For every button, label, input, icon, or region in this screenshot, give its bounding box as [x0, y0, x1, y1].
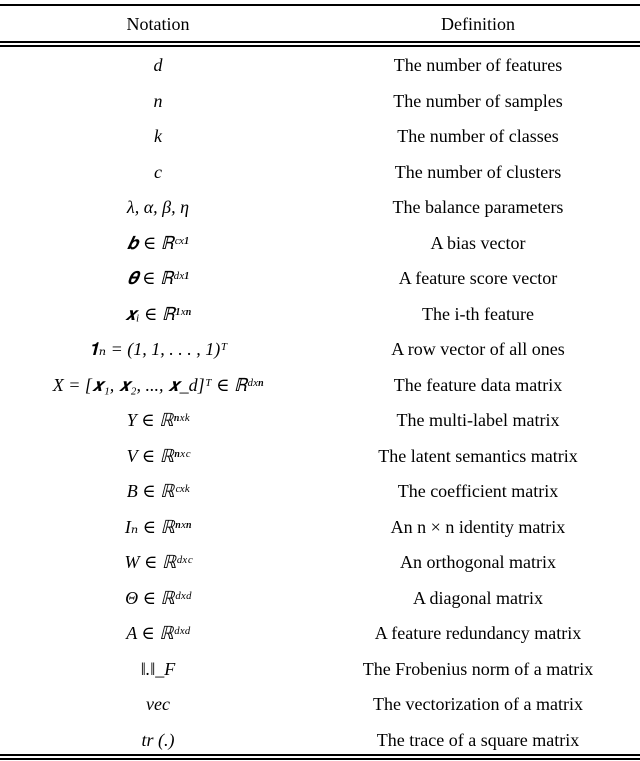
bottom-rule-upper: [0, 754, 640, 756]
table-row: [0, 189, 640, 225]
notation-cell: d: [153, 55, 163, 75]
definition-cell: A feature score vector: [398, 268, 558, 288]
table-row: [0, 473, 640, 509]
header-notation: Notation: [126, 14, 190, 34]
definition-cell: The number of clusters: [394, 161, 562, 182]
definition-cell: The balance parameters: [392, 197, 564, 217]
header-row: [0, 6, 640, 42]
definition-cell: The i-th feature: [422, 303, 534, 324]
table-row: [0, 118, 640, 154]
definition-cell: The number of features: [393, 55, 563, 75]
table-row: [0, 47, 640, 83]
notation-cell: c: [154, 161, 162, 182]
table-row: [0, 509, 640, 545]
definition-cell: A row vector of all ones: [391, 339, 565, 359]
header-rule-upper: [0, 41, 640, 43]
table-row: [0, 154, 640, 190]
notation-cell: A ∈ ℝᵈˣᵈ: [126, 623, 190, 643]
definition-cell: The feature data matrix: [393, 374, 563, 395]
table-row: [0, 722, 640, 758]
notation-cell: Θ ∈ ℝᵈˣᵈ: [125, 587, 191, 608]
table-row: [0, 402, 640, 438]
table-row: [0, 83, 640, 119]
definition-cell: A bias vector: [430, 232, 526, 253]
notation-cell: k: [154, 126, 162, 146]
table-row: [0, 438, 640, 474]
notation-cell: 𝟏ₙ = (1, 1, . . . , 1)ᵀ: [88, 339, 228, 359]
definition-cell: The trace of a square matrix: [376, 729, 580, 750]
table-row: [0, 296, 640, 332]
table-row: [0, 580, 640, 616]
notation-cell: n: [153, 90, 163, 111]
table-row: [0, 615, 640, 651]
definition-cell: An n × n identity matrix: [390, 516, 566, 537]
notation-cell: V ∈ ℝⁿˣᶜ: [126, 445, 190, 466]
table-row: [0, 225, 640, 261]
definition-cell: A feature redundancy matrix: [374, 623, 582, 643]
notation-cell: vec: [146, 694, 170, 714]
definition-cell: The multi-label matrix: [396, 410, 560, 430]
notation-cell: B ∈ ℝᶜˣᵏ: [126, 481, 190, 501]
notation-cell: λ, α, β, η: [126, 197, 190, 217]
definition-cell: The number of samples: [393, 90, 563, 111]
definition-cell: The Frobenius norm of a matrix: [362, 658, 594, 679]
table-row: [0, 651, 640, 687]
definition-cell: An orthogonal matrix: [400, 552, 556, 572]
notation-cell: ‖.‖_F: [140, 658, 176, 679]
table-row: [0, 367, 640, 403]
definition-cell: The vectorization of a matrix: [373, 694, 583, 714]
table-row: [0, 686, 640, 722]
header-definition: Definition: [441, 14, 515, 34]
bottom-rule-lower: [0, 758, 640, 760]
notation-cell: W ∈ ℝᵈˣᶜ: [124, 552, 192, 572]
definition-cell: The latent semantics matrix: [378, 445, 578, 466]
notation-cell: tr (.): [141, 729, 175, 750]
notation-cell: 𝒃 ∈ ℝᶜˣ¹: [127, 232, 189, 253]
definition-cell: The coefficient matrix: [397, 481, 559, 501]
notation-cell: Iₙ ∈ ℝⁿˣⁿ: [124, 516, 192, 537]
table-row: [0, 331, 640, 367]
definition-cell: The number of classes: [397, 126, 559, 146]
notation-cell: Y ∈ ℝⁿˣᵏ: [126, 410, 190, 430]
notation-cell: X = [𝒙₁, 𝒙₂, ..., 𝒙_d]ᵀ ∈ ℝᵈˣⁿ: [52, 374, 264, 395]
notation-cell: 𝜽 ∈ ℝᵈˣ¹: [126, 268, 190, 288]
definition-cell: A diagonal matrix: [413, 587, 543, 608]
notation-cell: 𝒙ᵢ ∈ ℝ¹ˣⁿ: [125, 303, 191, 324]
table-row: [0, 260, 640, 296]
table-row: [0, 544, 640, 580]
